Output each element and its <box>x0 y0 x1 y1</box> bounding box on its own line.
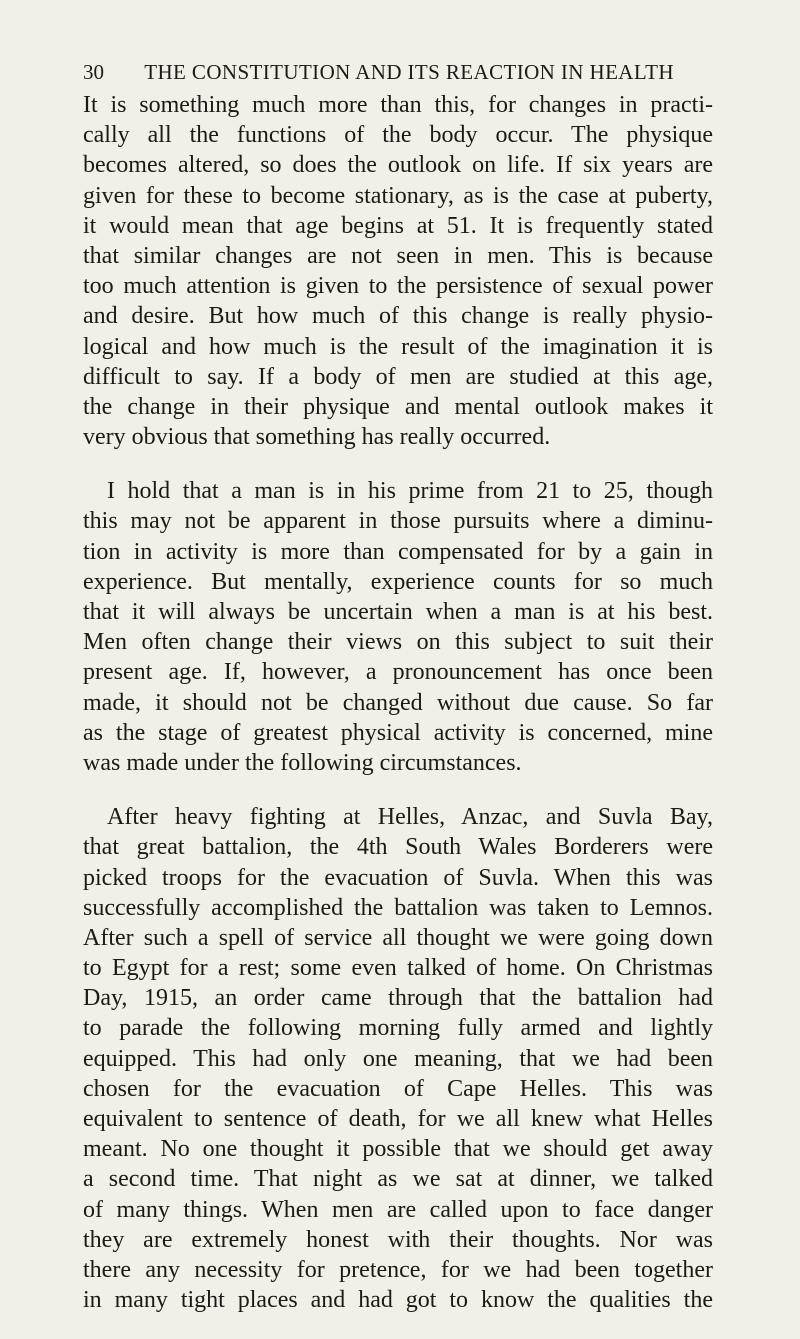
text-line: this may not be apparent in those pursuits where a diminu- <box>83 508 713 535</box>
text-line: tion in activity is more than compensated for by a gain in <box>83 538 713 565</box>
text-line: that similar changes are not seen in men. This is because <box>83 242 713 269</box>
text-line: that it will always be uncertain when a man is at his best. <box>83 599 713 625</box>
page-number: 30 <box>83 60 104 84</box>
text-line: After such a spell of service all thought we were going down <box>83 924 713 951</box>
text-line: the change in their physique and mental outlook makes it <box>83 393 713 420</box>
text-line: becomes altered, so does the outlook on life. If six years are <box>83 152 713 179</box>
text-line: It is something much more than this, for changes in practi- <box>83 92 713 118</box>
text-line: chosen for the evacuation of Cape Helles. This was <box>83 1075 713 1102</box>
text-line: of many things. When men are called upon to face danger <box>83 1196 713 1223</box>
text-line: very obvious that something has really occurred. <box>83 424 551 451</box>
text-line: successfully accomplished the battalion was taken to Lemnos. <box>83 894 713 921</box>
text-line: present age. If, however, a pronouncement has once been <box>83 659 713 686</box>
text-line: picked troops for the evacuation of Suvla. When this was <box>83 864 713 891</box>
paragraph <box>83 476 713 778</box>
text-line: as the stage of greatest physical activity is concerned, mine <box>83 719 713 746</box>
running-title: THE CONSTITUTION AND ITS REACTION IN HEALTH <box>144 60 674 84</box>
paragraph <box>83 90 713 452</box>
text-line: experience. But mentally, experience counts for so much <box>83 568 713 595</box>
text-line: equivalent to sentence of death, for we all knew what Helles <box>83 1106 713 1132</box>
text-line: equipped. This had only one meaning, that we had been <box>83 1045 713 1072</box>
text-line: that great battalion, the 4th South Wales Borderers were <box>83 834 713 861</box>
text-line: a second time. That night as we sat at dinner, we talked <box>83 1166 713 1193</box>
text-line: After heavy fighting at Helles, Anzac, and Suvla Bay, <box>107 804 713 831</box>
text-line: was made under the following circumstances. <box>83 749 522 776</box>
paragraph <box>83 802 713 1315</box>
text-line: and desire. But how much of this change is really physio- <box>83 303 713 330</box>
text-line: there any necessity for pretence, for we had been together <box>83 1256 713 1283</box>
text-line: I hold that a man is in his prime from 21 to 25, though <box>107 478 713 505</box>
text-line: to Egypt for a rest; some even talked of home. On Christmas <box>83 955 713 982</box>
text-line: too much attention is given to the persistence of sexual power <box>83 273 713 300</box>
text-line: given for these to become stationary, as is the case at puberty, <box>83 182 713 209</box>
text-line: difficult to say. If a body of men are studied at this age, <box>83 363 713 390</box>
text-line: made, it should not be changed without due cause. So far <box>83 689 713 716</box>
text-line: meant. No one thought it possible that we should get away <box>83 1136 713 1163</box>
text-line: logical and how much is the result of the imagination it is <box>83 333 713 360</box>
text-line: in many tight places and had got to know the qualities the <box>83 1287 713 1314</box>
text-line: Men often change their views on this subject to suit their <box>83 629 713 656</box>
text-line: they are extremely honest with their thoughts. Nor was <box>83 1226 713 1253</box>
text-line: cally all the functions of the body occur. The physique <box>83 122 713 149</box>
text-line: it would mean that age begins at 51. It is frequently stated <box>83 212 713 239</box>
text-line: Day, 1915, an order came through that the battalion had <box>83 985 713 1012</box>
text-line: to parade the following morning fully armed and lightly <box>83 1015 713 1042</box>
body-text <box>83 90 713 1339</box>
running-head <box>83 57 711 87</box>
